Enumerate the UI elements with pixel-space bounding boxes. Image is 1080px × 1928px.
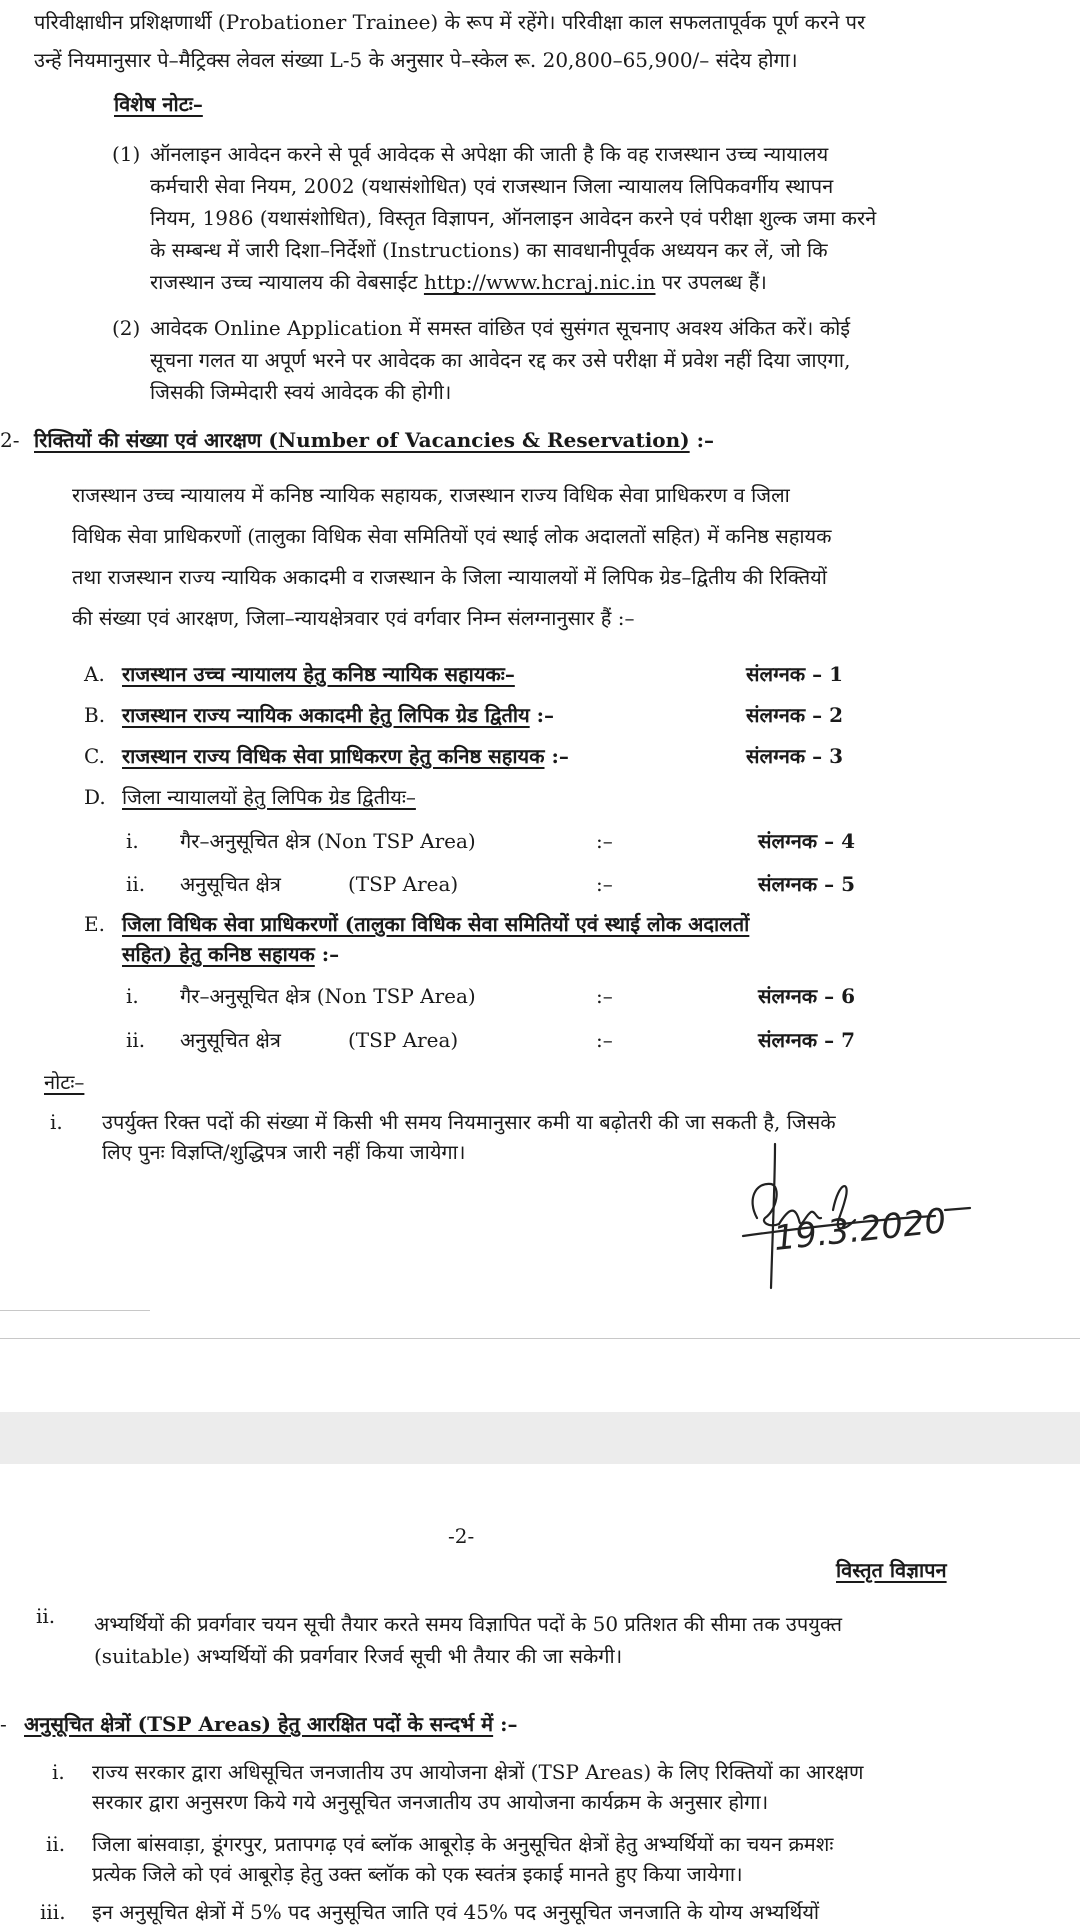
annex-4: संलग्नक – 4 — [758, 829, 856, 853]
d-sub-roman: i. — [126, 829, 139, 853]
note-2-line: जिसकी जिम्मेदारी स्वयं आवेदक की होगी। — [150, 380, 452, 404]
section-3-heading — [24, 1708, 517, 1740]
e-sub-sep: :– — [596, 1028, 613, 1052]
note-i-line: लिए पुनः विज्ञप्ति/शुद्धिपत्र जारी नहीं किया जायेगा। — [102, 1140, 466, 1164]
intro-line-1: परिवीक्षाधीन प्रशिक्षणार्थी (Probationer Trainee) के रूप में रहेंगे। परिवीक्षा काल सफलतापूर्वक पूर्ण करने पर — [34, 10, 866, 34]
tsp-item-roman: i. — [52, 1760, 65, 1784]
note-2-number: (2) — [112, 316, 141, 340]
list-letter-d: D. — [84, 785, 106, 809]
note-1-line: नियम, 1986 (यथासंशोधित), विस्तृत विज्ञापन, ऑनलाइन आवेदन करने एवं परीक्षा शुल्क जमा करने — [150, 206, 877, 230]
page-header-right: विस्तृत विज्ञापन — [836, 1558, 947, 1582]
e-sub-label: गैर–अनुसूचित क्षेत्र (Non TSP Area) — [180, 984, 476, 1008]
list-item-e-line-2-suffix: :– — [314, 942, 340, 966]
special-note-heading: विशेष नोटः– — [114, 92, 203, 116]
list-item-e-line-2 — [122, 938, 339, 970]
note-2-line: आवेदक Online Application में समस्त वांछित एवं सुसंगत सूचनाए अवश्य अंकित करें। कोई — [150, 316, 851, 340]
list-item-e-line-1: जिला विधिक सेवा प्राधिकरणों (तालुका विधिक सेवा समितियों एवं स्थाई लोक अदालतों — [122, 912, 750, 936]
annex-5: संलग्नक – 5 — [758, 872, 856, 896]
note-i-roman: i. — [50, 1110, 63, 1134]
section-2-heading — [34, 424, 714, 456]
list-item-c-text: राजस्थान राज्य विधिक सेवा प्राधिकरण हेतु कनिष्ठ सहायक — [122, 744, 545, 768]
note-1-last-line — [150, 266, 767, 298]
note-ii-line: अभ्यर्थियों की प्रवर्गवार चयन सूची तैयार करते समय विज्ञापित पदों के 50 प्रतिशत की सीमा तक उपयुक्त — [94, 1612, 842, 1636]
section-3-number: - — [0, 1712, 7, 1736]
d-sub-label: गैर–अनुसूचित क्षेत्र (Non TSP Area) — [180, 829, 476, 853]
d-sub-sep: :– — [596, 829, 613, 853]
tsp-item-line: जिला बांसवाड़ा, डूंगरपुर, प्रतापगढ़ एवं ब्लॉक आबूरोड़ के अनुसूचित क्षेत्रों हेतु अभ्यर्थियों का चयन क्रमशः — [92, 1832, 834, 1856]
tsp-item-roman: iii. — [40, 1900, 66, 1924]
e-sub-label-2: (TSP Area) — [348, 1028, 459, 1052]
tsp-item-line: इन अनुसूचित क्षेत्रों में 5% पद अनुसूचित जाति एवं 45% पद अनुसूचित जनजाति के योग्य अभ्यर्थियों — [92, 1900, 820, 1924]
tsp-item-roman: ii. — [46, 1832, 66, 1856]
e-sub-sep: :– — [596, 984, 613, 1008]
section-2-para-line: तथा राजस्थान राज्य न्यायिक अकादमी व राजस्थान के जिला न्यायालयों में लिपिक ग्रेड–द्वितीय की रिक्तियों — [72, 565, 827, 589]
note-1-line: ऑनलाइन आवेदन करने से पूर्व आवेदक से अपेक्षा की जाती है कि वह राजस्थान उच्च न्यायालय — [150, 142, 829, 166]
note-heading: नोटः– — [44, 1070, 85, 1094]
list-letter-e: E. — [84, 912, 105, 936]
section-2-heading-text: रिक्तियों की संख्या एवं आरक्षण (Number of Vacancies & Reservation) — [34, 428, 690, 452]
section-3-heading-suffix: :– — [493, 1712, 518, 1736]
tsp-item-line: प्रत्येक जिले को एवं आबूरोड़ हेतु उक्त ब्लॉक को एक स्वतंत्र इकाई मानते हुए किया जायेगा। — [92, 1862, 743, 1886]
d-sub-roman: ii. — [126, 872, 146, 896]
page-bottom-rule — [0, 1310, 150, 1311]
intro-line-2: उन्हें नियमानुसार पे–मैट्रिक्स लेवल संख्या L-5 के अनुसार पे–स्केल रू. 20,800–65,900/– संदेय होगा। — [34, 48, 798, 72]
note-2-line: सूचना गलत या अपूर्ण भरने पर आवेदक का आवेदन रद्द कर उसे परीक्षा में प्रवेश नहीं दिया जाएगा, — [150, 348, 851, 372]
list-item-b-text: राजस्थान राज्य न्यायिक अकादमी हेतु लिपिक ग्रेड द्वितीय — [122, 703, 530, 727]
d-sub-label-2: (TSP Area) — [348, 872, 459, 896]
page-break-gap — [0, 1412, 1080, 1464]
annex-7: संलग्नक – 7 — [758, 1028, 856, 1052]
section-2-heading-suffix: :– — [689, 428, 715, 452]
d-sub-sep: :– — [596, 872, 613, 896]
e-sub-roman: ii. — [126, 1028, 146, 1052]
list-item-d: जिला न्यायालयों हेतु लिपिक ग्रेड द्वितीयः– — [122, 785, 416, 809]
e-sub-roman: i. — [126, 984, 139, 1008]
signature-date: 19.3.2020 — [771, 1201, 949, 1259]
list-item-c — [122, 740, 569, 772]
section-2-para-line: राजस्थान उच्च न्यायालय में कनिष्ठ न्यायिक सहायक, राजस्थान राज्य विधिक सेवा प्राधिकरण व जिला — [72, 483, 790, 507]
note-1-line: कर्मचारी सेवा नियम, 2002 (यथासंशोधित) एवं राजस्थान जिला न्यायालय लिपिकवर्गीय स्थापन — [150, 174, 834, 198]
page-bottom-rule — [0, 1338, 1080, 1339]
note-1-last-prefix: राजस्थान उच्च न्यायालय की वेबसाईट — [150, 270, 424, 294]
note-ii-roman: ii. — [36, 1604, 56, 1628]
annex-3: संलग्नक – 3 — [746, 744, 844, 768]
note-1-line: के सम्बन्ध में जारी दिशा–निर्देशों (Instructions) का सावधानीपूर्वक अध्ययन कर लें, जो कि — [150, 238, 828, 262]
signature-image — [735, 1140, 1035, 1300]
list-letter-a: A. — [84, 662, 105, 686]
annex-1: संलग्नक – 1 — [746, 662, 844, 686]
note-1-last-suffix: पर उपलब्ध हैं। — [655, 270, 767, 294]
note-i-line: उपर्युक्त रिक्त पदों की संख्या में किसी भी समय नियमानुसार कमी या बढ़ोतरी की जा सकती है, जिसके — [102, 1110, 836, 1134]
list-item-c-sep: :– — [544, 744, 569, 768]
section-2-number: 2- — [0, 428, 20, 452]
e-sub-label: अनुसूचित क्षेत्र — [180, 1028, 281, 1052]
tsp-item-line: राज्य सरकार द्वारा अधिसूचित जनजातीय उप आयोजना क्षेत्रों (TSP Areas) के लिए रिक्तियों का आरक्षण — [92, 1760, 864, 1784]
annex-2: संलग्नक – 2 — [746, 703, 844, 727]
list-item-a: राजस्थान उच्च न्यायालय हेतु कनिष्ठ न्यायिक सहायकः– — [122, 662, 515, 686]
section-2-para-line: विधिक सेवा प्राधिकरणों (तालुका विधिक सेवा समितियों एवं स्थाई लोक अदालतों सहित) में कनिष्ठ सहायक — [72, 524, 832, 548]
list-item-b — [122, 699, 554, 731]
list-item-e-line-2-text: सहित) हेतु कनिष्ठ सहायक — [122, 942, 315, 966]
section-2-para-line: की संख्या एवं आरक्षण, जिला–न्यायक्षेत्रवार एवं वर्गवार निम्न संलग्नानुसार हैं :– — [72, 606, 635, 630]
hcraj-website-link[interactable]: http://www.hcraj.nic.in — [423, 270, 656, 294]
d-sub-label: अनुसूचित क्षेत्र — [180, 872, 281, 896]
list-letter-c: C. — [84, 744, 105, 768]
annex-6: संलग्नक – 6 — [758, 984, 856, 1008]
note-ii-line: (suitable) अभ्यर्थियों की प्रवर्गवार रिजर्व सूची भी तैयार की जा सकेगी। — [94, 1644, 623, 1668]
list-letter-b: B. — [84, 703, 106, 727]
note-1-number: (1) — [112, 142, 141, 166]
section-3-heading-text: अनुसूचित क्षेत्रों (TSP Areas) हेतु आरक्षित पदों के सन्दर्भ में — [24, 1712, 494, 1736]
page-number: -2- — [448, 1524, 475, 1548]
tsp-item-line: सरकार द्वारा अनुसरण किये गये अनुसूचित जनजातीय उप आयोजना कार्यक्रम के अनुसार होगा। — [92, 1790, 769, 1814]
list-item-b-sep: :– — [529, 703, 555, 727]
